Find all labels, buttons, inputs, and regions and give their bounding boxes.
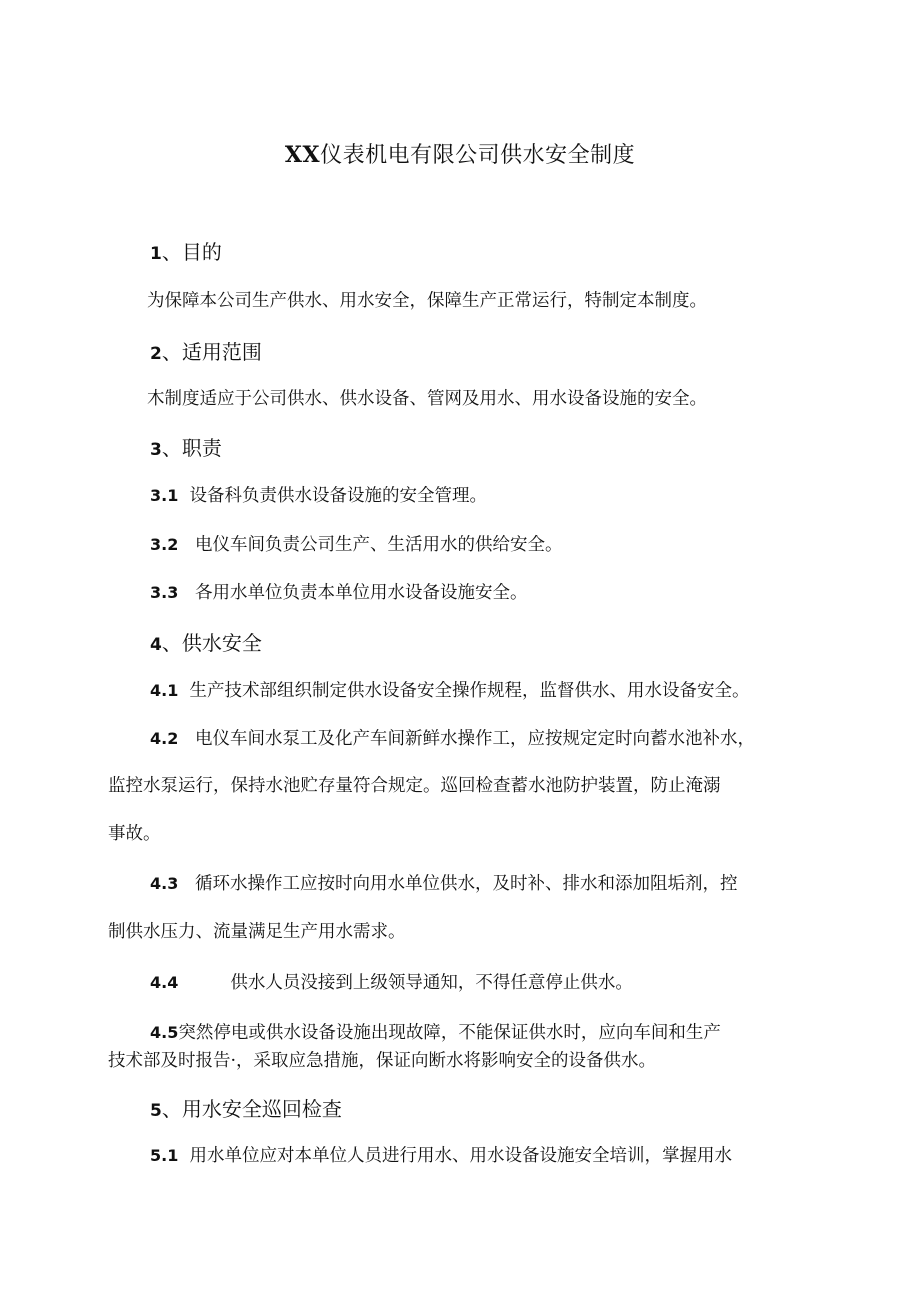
- title-prefix: XX: [284, 142, 321, 168]
- clause-4-4: 4.4 供水人员没接到上级领导通知，不得任意停止供水。: [150, 973, 633, 993]
- section-2-body: 木制度适应于公司供水、供水设备、管网及用水、用水设备设施的安全。: [147, 389, 707, 409]
- clause-4-2: 4.2 电仪车间水泵工及化产车间新鲜水操作工，应按规定定时向蓄水池补水，: [150, 729, 756, 749]
- clause-4-1: 4.1 生产技术部组织制定供水设备安全操作规程，监督供水、用水设备安全。: [150, 681, 750, 701]
- clause-4-5: 4.5突然停电或供水设备设施出现故障，不能保证供水时，应向车间和生产: [150, 1023, 721, 1043]
- section-3-heading: 3、职责: [150, 436, 222, 460]
- section-2-heading: 2、适用范围: [150, 340, 262, 364]
- document-title: [0, 138, 920, 169]
- clause-3-3: 3.3 各用水单位负责本单位用水设备设施安全。: [150, 583, 528, 603]
- clause-4-2-line-2: 监控水泵运行，保持水池贮存量符合规定。巡回检查蓄水池防护装置，防止淹溺: [108, 776, 721, 796]
- clause-3-2: 3.2 电仪车间负责公司生产、生活用水的供给安全。: [150, 535, 563, 555]
- clause-3-1: 3.1 设备科负责供水设备设施的安全管理。: [150, 486, 487, 506]
- section-1-body: 为保障本公司生产供水、用水安全，保障生产正常运行，特制定本制度。: [147, 291, 707, 311]
- title-text: 仪表机电有限公司供水安全制度: [320, 143, 636, 168]
- clause-4-2-line-3: 事故。: [108, 824, 161, 844]
- clause-5-1: 5.1 用水单位应对本单位人员进行用水、用水设备设施安全培训，掌握用水: [150, 1146, 732, 1166]
- section-5-heading: 5、用水安全巡回检查: [150, 1097, 342, 1121]
- section-4-heading: 4、供水安全: [150, 631, 262, 655]
- clause-4-3: 4.3 循环水操作工应按时向用水单位供水，及时补、排水和添加阻垢剂，控: [150, 874, 738, 894]
- clause-4-3-line-2: 制供水压力、流量满足生产用水需求。: [108, 922, 406, 942]
- section-1-heading: 1、目的: [150, 240, 222, 264]
- clause-4-5-line-2: 技术部及时报告·，采取应急措施，保证向断水将影响安全的设备供水。: [108, 1051, 657, 1071]
